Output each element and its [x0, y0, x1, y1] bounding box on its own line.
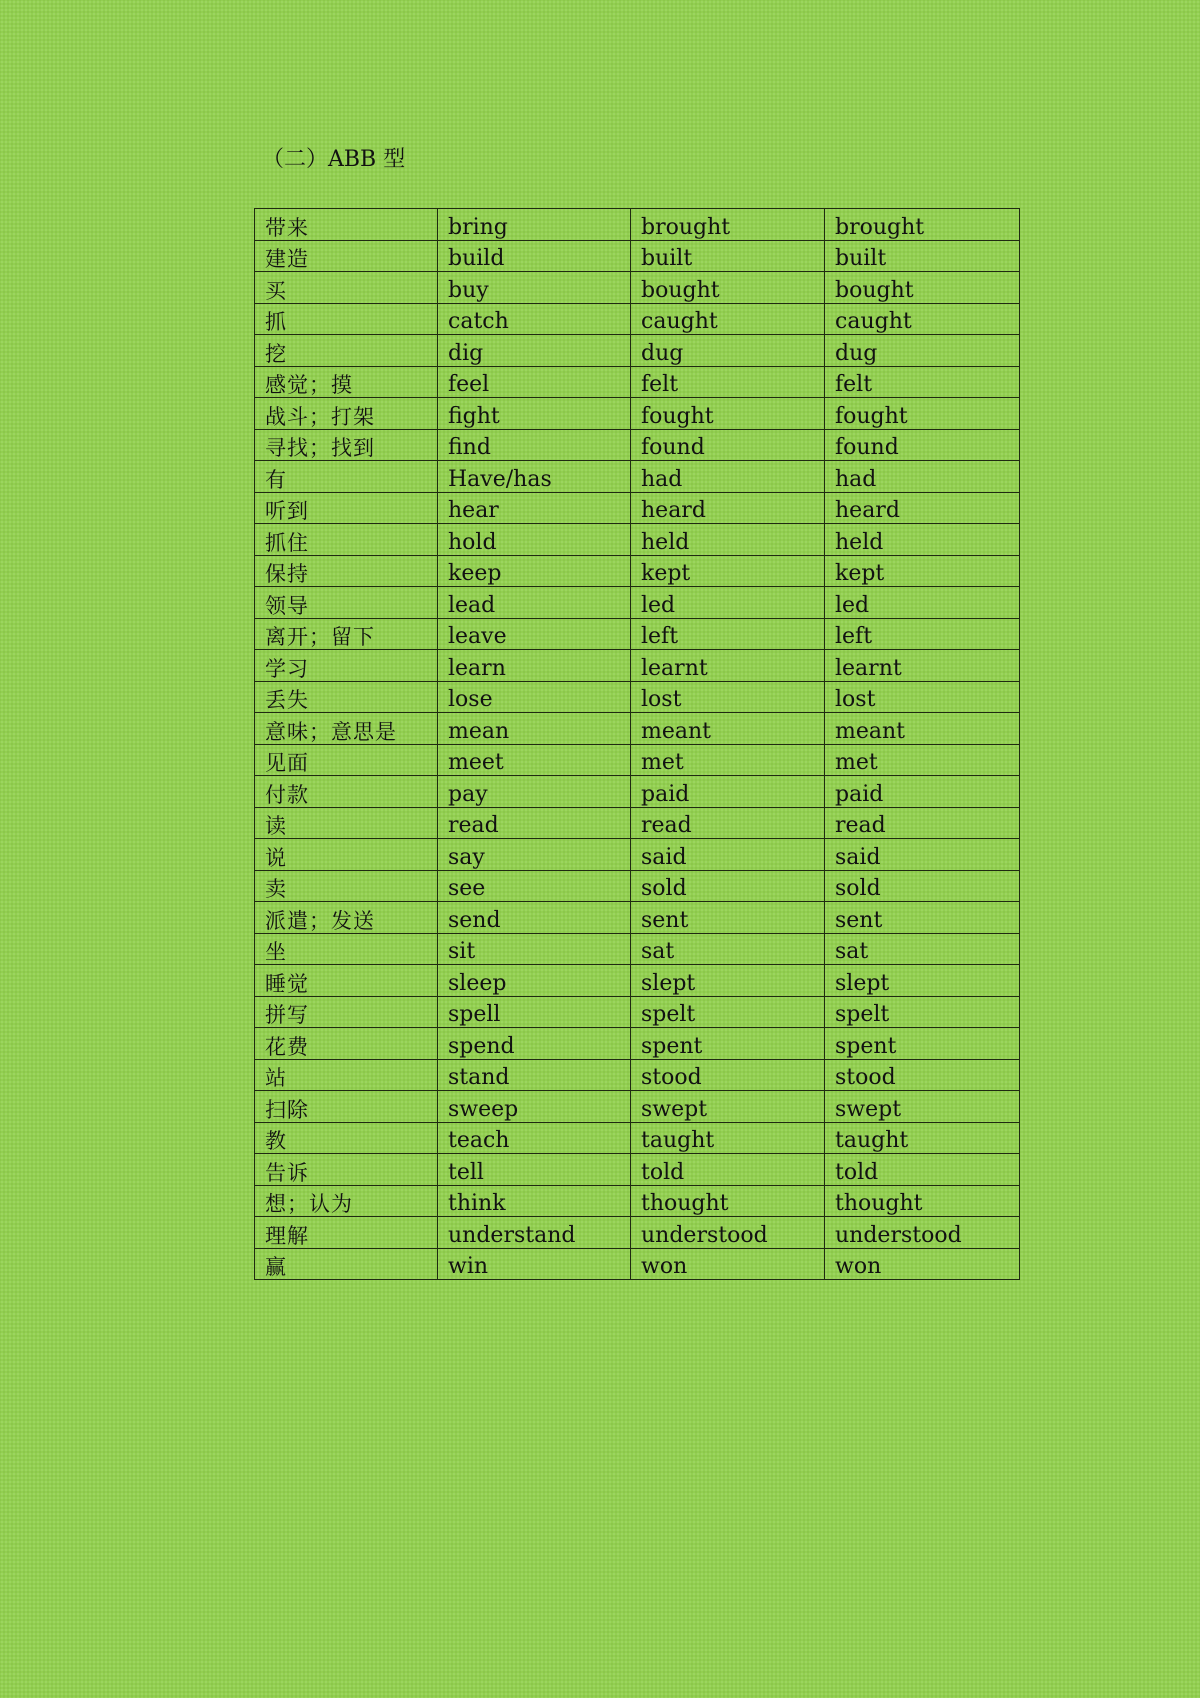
table-row	[255, 807, 1020, 839]
past-participle-cell: understood	[825, 1217, 1020, 1249]
irregular-verb-table	[254, 208, 1020, 1280]
past-participle-cell: spent	[825, 1028, 1020, 1060]
table-row	[255, 429, 1020, 461]
chinese-meaning-cell: 学习	[255, 650, 438, 682]
section-heading-text: （二）ABB 型	[262, 147, 406, 172]
table-row	[255, 366, 1020, 398]
section-heading	[262, 145, 405, 175]
past-tense-cell: led	[631, 587, 825, 619]
base-form-cell: read	[438, 807, 631, 839]
table-row	[255, 681, 1020, 713]
past-participle-cell: felt	[825, 366, 1020, 398]
base-form-cell: sweep	[438, 1091, 631, 1123]
past-tense-cell: said	[631, 839, 825, 871]
past-tense-cell: lost	[631, 681, 825, 713]
table-row	[255, 1091, 1020, 1123]
table-row	[255, 744, 1020, 776]
past-participle-cell: sat	[825, 933, 1020, 965]
past-tense-cell: thought	[631, 1185, 825, 1217]
chinese-meaning-cell: 抓住	[255, 524, 438, 556]
chinese-meaning-cell: 买	[255, 272, 438, 304]
past-tense-cell: caught	[631, 303, 825, 335]
base-form-cell: leave	[438, 618, 631, 650]
past-participle-cell: brought	[825, 209, 1020, 241]
past-tense-cell: told	[631, 1154, 825, 1186]
past-participle-cell: taught	[825, 1122, 1020, 1154]
table-row	[255, 1248, 1020, 1280]
chinese-meaning-cell: 教	[255, 1122, 438, 1154]
past-tense-cell: understood	[631, 1217, 825, 1249]
table-row	[255, 240, 1020, 272]
chinese-meaning-cell: 花费	[255, 1028, 438, 1060]
base-form-cell: feel	[438, 366, 631, 398]
past-tense-cell: spent	[631, 1028, 825, 1060]
table-row	[255, 587, 1020, 619]
base-form-cell: catch	[438, 303, 631, 335]
table-row	[255, 555, 1020, 587]
past-participle-cell: thought	[825, 1185, 1020, 1217]
past-participle-cell: bought	[825, 272, 1020, 304]
past-participle-cell: kept	[825, 555, 1020, 587]
past-participle-cell: said	[825, 839, 1020, 871]
base-form-cell: Have/has	[438, 461, 631, 493]
base-form-cell: find	[438, 429, 631, 461]
base-form-cell: mean	[438, 713, 631, 745]
table-row	[255, 272, 1020, 304]
base-form-cell: hear	[438, 492, 631, 524]
chinese-meaning-cell: 读	[255, 807, 438, 839]
base-form-cell: dig	[438, 335, 631, 367]
past-tense-cell: sold	[631, 870, 825, 902]
past-participle-cell: caught	[825, 303, 1020, 335]
past-participle-cell: slept	[825, 965, 1020, 997]
chinese-meaning-cell: 坐	[255, 933, 438, 965]
chinese-meaning-cell: 想；认为	[255, 1185, 438, 1217]
base-form-cell: bring	[438, 209, 631, 241]
past-tense-cell: slept	[631, 965, 825, 997]
chinese-meaning-cell: 抓	[255, 303, 438, 335]
table-row	[255, 209, 1020, 241]
table-row	[255, 713, 1020, 745]
chinese-meaning-cell: 派遣；发送	[255, 902, 438, 934]
past-participle-cell: found	[825, 429, 1020, 461]
past-tense-cell: sat	[631, 933, 825, 965]
chinese-meaning-cell: 说	[255, 839, 438, 871]
verb-table-body	[255, 209, 1020, 1280]
chinese-meaning-cell: 拼写	[255, 996, 438, 1028]
past-participle-cell: paid	[825, 776, 1020, 808]
table-row	[255, 1059, 1020, 1091]
base-form-cell: lose	[438, 681, 631, 713]
base-form-cell: build	[438, 240, 631, 272]
chinese-meaning-cell: 理解	[255, 1217, 438, 1249]
past-tense-cell: meant	[631, 713, 825, 745]
table-row	[255, 870, 1020, 902]
base-form-cell: buy	[438, 272, 631, 304]
base-form-cell: say	[438, 839, 631, 871]
chinese-meaning-cell: 战斗；打架	[255, 398, 438, 430]
table-row	[255, 335, 1020, 367]
past-participle-cell: fought	[825, 398, 1020, 430]
past-tense-cell: built	[631, 240, 825, 272]
base-form-cell: win	[438, 1248, 631, 1280]
past-participle-cell: held	[825, 524, 1020, 556]
past-participle-cell: lost	[825, 681, 1020, 713]
base-form-cell: lead	[438, 587, 631, 619]
past-tense-cell: bought	[631, 272, 825, 304]
chinese-meaning-cell: 有	[255, 461, 438, 493]
table-row	[255, 1028, 1020, 1060]
base-form-cell: stand	[438, 1059, 631, 1091]
past-tense-cell: sent	[631, 902, 825, 934]
table-row	[255, 1185, 1020, 1217]
chinese-meaning-cell: 见面	[255, 744, 438, 776]
past-tense-cell: met	[631, 744, 825, 776]
table-row	[255, 1154, 1020, 1186]
chinese-meaning-cell: 扫除	[255, 1091, 438, 1123]
chinese-meaning-cell: 领导	[255, 587, 438, 619]
past-participle-cell: sent	[825, 902, 1020, 934]
chinese-meaning-cell: 离开；留下	[255, 618, 438, 650]
base-form-cell: fight	[438, 398, 631, 430]
chinese-meaning-cell: 带来	[255, 209, 438, 241]
base-form-cell: sleep	[438, 965, 631, 997]
past-tense-cell: brought	[631, 209, 825, 241]
chinese-meaning-cell: 听到	[255, 492, 438, 524]
table-row	[255, 902, 1020, 934]
base-form-cell: teach	[438, 1122, 631, 1154]
chinese-meaning-cell: 付款	[255, 776, 438, 808]
table-row	[255, 839, 1020, 871]
table-row	[255, 398, 1020, 430]
past-participle-cell: left	[825, 618, 1020, 650]
past-tense-cell: left	[631, 618, 825, 650]
past-participle-cell: heard	[825, 492, 1020, 524]
past-participle-cell: told	[825, 1154, 1020, 1186]
base-form-cell: meet	[438, 744, 631, 776]
base-form-cell: see	[438, 870, 631, 902]
chinese-meaning-cell: 告诉	[255, 1154, 438, 1186]
table-row	[255, 650, 1020, 682]
base-form-cell: sit	[438, 933, 631, 965]
base-form-cell: hold	[438, 524, 631, 556]
past-tense-cell: held	[631, 524, 825, 556]
past-tense-cell: read	[631, 807, 825, 839]
base-form-cell: send	[438, 902, 631, 934]
table-row	[255, 303, 1020, 335]
past-tense-cell: taught	[631, 1122, 825, 1154]
base-form-cell: spell	[438, 996, 631, 1028]
past-tense-cell: spelt	[631, 996, 825, 1028]
past-tense-cell: had	[631, 461, 825, 493]
past-participle-cell: spelt	[825, 996, 1020, 1028]
past-tense-cell: kept	[631, 555, 825, 587]
past-tense-cell: fought	[631, 398, 825, 430]
chinese-meaning-cell: 挖	[255, 335, 438, 367]
chinese-meaning-cell: 感觉；摸	[255, 366, 438, 398]
past-tense-cell: heard	[631, 492, 825, 524]
base-form-cell: keep	[438, 555, 631, 587]
table-row	[255, 1217, 1020, 1249]
base-form-cell: learn	[438, 650, 631, 682]
base-form-cell: think	[438, 1185, 631, 1217]
table-row	[255, 965, 1020, 997]
past-tense-cell: stood	[631, 1059, 825, 1091]
base-form-cell: spend	[438, 1028, 631, 1060]
chinese-meaning-cell: 赢	[255, 1248, 438, 1280]
chinese-meaning-cell: 意味；意思是	[255, 713, 438, 745]
table-row	[255, 618, 1020, 650]
table-row	[255, 492, 1020, 524]
past-participle-cell: won	[825, 1248, 1020, 1280]
chinese-meaning-cell: 寻找；找到	[255, 429, 438, 461]
chinese-meaning-cell: 卖	[255, 870, 438, 902]
past-tense-cell: swept	[631, 1091, 825, 1123]
past-participle-cell: read	[825, 807, 1020, 839]
past-participle-cell: learnt	[825, 650, 1020, 682]
past-participle-cell: meant	[825, 713, 1020, 745]
past-participle-cell: built	[825, 240, 1020, 272]
table-row	[255, 776, 1020, 808]
base-form-cell: tell	[438, 1154, 631, 1186]
chinese-meaning-cell: 站	[255, 1059, 438, 1091]
past-tense-cell: found	[631, 429, 825, 461]
table-row	[255, 933, 1020, 965]
past-participle-cell: met	[825, 744, 1020, 776]
past-tense-cell: learnt	[631, 650, 825, 682]
table-row	[255, 996, 1020, 1028]
past-participle-cell: dug	[825, 335, 1020, 367]
past-tense-cell: paid	[631, 776, 825, 808]
past-participle-cell: swept	[825, 1091, 1020, 1123]
chinese-meaning-cell: 保持	[255, 555, 438, 587]
chinese-meaning-cell: 丢失	[255, 681, 438, 713]
past-tense-cell: dug	[631, 335, 825, 367]
chinese-meaning-cell: 睡觉	[255, 965, 438, 997]
table-row	[255, 524, 1020, 556]
past-participle-cell: sold	[825, 870, 1020, 902]
chinese-meaning-cell: 建造	[255, 240, 438, 272]
base-form-cell: understand	[438, 1217, 631, 1249]
past-participle-cell: stood	[825, 1059, 1020, 1091]
table-row	[255, 461, 1020, 493]
past-tense-cell: felt	[631, 366, 825, 398]
past-tense-cell: won	[631, 1248, 825, 1280]
past-participle-cell: led	[825, 587, 1020, 619]
past-participle-cell: had	[825, 461, 1020, 493]
base-form-cell: pay	[438, 776, 631, 808]
table-row	[255, 1122, 1020, 1154]
